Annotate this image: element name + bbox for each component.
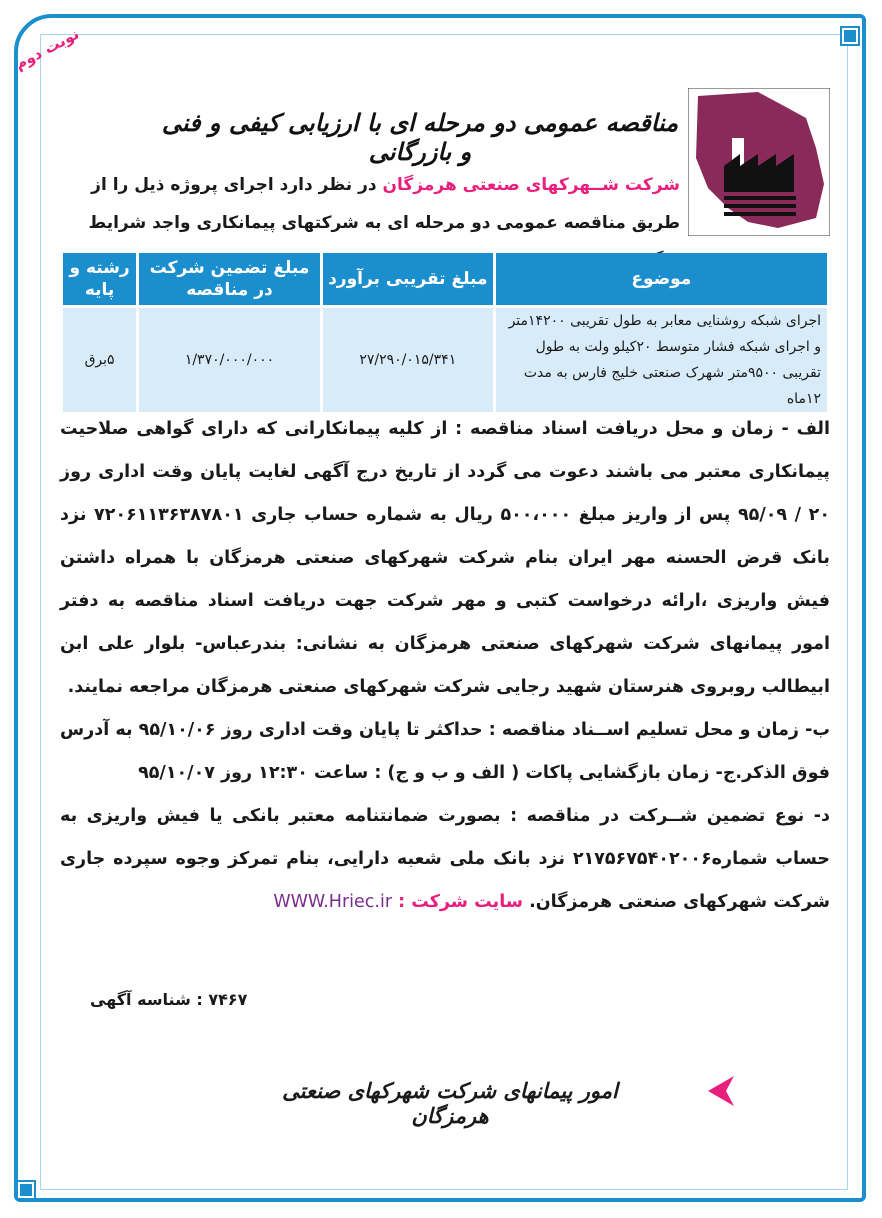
- header-grade: رشته و پایه: [63, 253, 136, 305]
- table-row: [63, 308, 827, 412]
- turn-label: نوبت دوم: [11, 24, 82, 74]
- site-url-link[interactable]: WWW.Hriec.ir: [273, 892, 393, 912]
- cell-guarantee: ۱/۳۷۰/۰۰۰/۰۰۰: [139, 308, 320, 412]
- company-name: شرکت شــهرکهای صنعتی هرمزگان: [382, 175, 680, 195]
- page-title: مناقصه عمومی دو مرحله ای با ارزیابی کیفی و فنی و بازرگانی: [161, 108, 679, 166]
- corner-square-top-right: [842, 28, 858, 44]
- section-a: الف - زمان و محل دریافت اسناد مناقصه : از کلیه پیمانکارانی که دارای گواهی صلاحیت پیمانکاری معتبر می باشند دعوت می گردد از تاریخ درج آگهی لغایت پایان وقت اداری روز ۲۰ / ۹۵/۰۹ پس از واریز مبلغ ۵۰۰،۰۰۰ ریال به شماره حساب جاری ۷۲۰۶۱۱۳۶۳۸۷۸۰۱ نزد بانک قرض الحسنه مهر ایران بنام شرکت شهرکهای صنعتی هرمزگان با همراه داشتن فیش واریزی ،ارائه درخواست کتبی و مهر شرکت جهت دریافت اسناد مناقصه به دفتر امور پیمانهای شرکت شهرکهای صنعتی هرمزگان به نشانی: بندرعباس- بلوار علی ابن ابیطالب روبروی هنرستان شهید رجایی شرکت شهرکهای صنعتی هرمزگان مراجعه نمایند.: [60, 419, 831, 697]
- cell-grade: ۵برق: [63, 308, 136, 412]
- header-subject: موضوع: [496, 253, 827, 305]
- industrial-map-logo-icon: [688, 88, 830, 236]
- header-guarantee: مبلغ تضمین شرکت در مناقصه: [139, 253, 320, 305]
- intro-text: در نظر دارد اجرای پروژه ذیل را از طریق مناقصه عمومی دو مرحله ای به شرکتهای پیمانکاری واجد شرایط: [88, 175, 680, 233]
- site-label: سایت شرکت :: [392, 892, 523, 912]
- cell-subject: اجرای شبکه روشنایی معابر به طول تقریبی ۱۴۲۰۰متر و اجرای شبکه فشار متوسط ۲۰کیلو ولت به طول تقریبی ۹۵۰۰متر شهرک صنعتی خلیج فارس به مدت ۱۲ماه: [496, 308, 827, 412]
- arrow-left-icon: [704, 1074, 738, 1108]
- tender-table: [60, 250, 830, 415]
- header-estimate: مبلغ تقریبی برآورد: [323, 253, 493, 305]
- section-b: ب- زمان و محل تسلیم اســناد مناقصه : حداکثر تا پایان وقت اداری روز ۹۵/۱۰/۰۶ به آدرس فوق الذکر.ج- زمان بازگشایی پاکات ( الف و ب و ج) : ساعت ۱۲:۳۰ روز ۹۵/۱۰/۰۷: [60, 720, 830, 783]
- section-d-text: د- نوع تضمین شــرکت در مناقصه : بصورت ضمانتنامه معتبر بانکی یا فیش واریزی به حساب شماره۲۱۷۵۶۷۵۴۰۲۰۰۶ نزد بانک ملی شعبه دارایی، بنام تمرکز وجوه سپرده جاری شرکت شهرکهای صنعتی هرمزگان.: [60, 806, 830, 912]
- corner-square-bottom-left: [18, 1182, 34, 1198]
- ad-id: ۷۴۶۷ : شناسه آگهی: [90, 990, 248, 1009]
- section-d: [60, 795, 830, 924]
- conditions-body: [60, 408, 830, 924]
- cell-estimate: ۲۷/۲۹۰/۰۱۵/۳۴۱: [323, 308, 493, 412]
- signature: امور پیمانهای شرکت شهرکهای صنعتی هرمزگان: [282, 1078, 618, 1128]
